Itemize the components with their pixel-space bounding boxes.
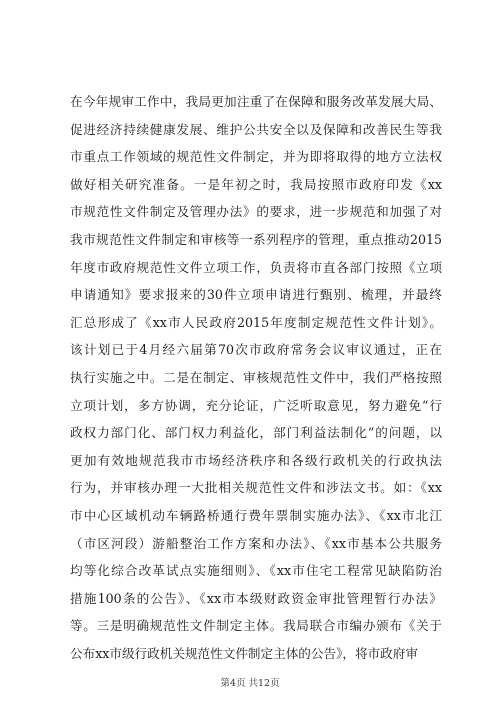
- text-line: 市规范性文件制定及管理办法》的要求，进一步规范和加强了对: [70, 204, 442, 220]
- text-line: 执行实施之中。二是在制定、审核规范性文件中，我们严格按照: [70, 369, 442, 385]
- text-line: 政权力部门化、部门权力利益化，部门利益法制化”的问题，以: [70, 425, 442, 441]
- text-line: 该计划已于4月经六届第70次市政府常务会议审议通过，正在: [70, 342, 442, 358]
- text-line: 立项计划，多方协调，充分论证，广泛听取意见，努力避免“行: [70, 397, 442, 413]
- text-line: 更加有效地规范我市市场经济秩序和各级行政机关的行政执法: [70, 452, 442, 468]
- text-line: 等。三是明确规范性文件制定主体。我局联合市编办颁布《关于: [70, 618, 442, 634]
- text-line: 在今年规审工作中，我局更加注重了在保障和服务改革发展大局、: [70, 94, 442, 109]
- text-line: 措施100条的公告》、《xx市本级财政资金审批管理暂行办法》: [70, 590, 442, 606]
- text-line: 汇总形成了《xx市人民政府2015年度制定规范性文件计划》。: [70, 314, 442, 330]
- text-line: 我市规范性文件制定和审核等一系列程序的管理，重点推动2015: [70, 231, 442, 247]
- text-line: （市区河段）游船整治工作方案和办法》、《xx市基本公共服务: [70, 535, 442, 551]
- text-line: 市重点工作领域的规范性文件制定，并为即将取得的地方立法权: [70, 149, 442, 165]
- page-footer: 第4页 共12页: [220, 678, 280, 689]
- text-line: 做好相关研究准备。一是年初之时，我局按照市政府印发《xx: [70, 176, 442, 192]
- text-line: 年度市政府规范性文件立项工作，负责将市直各部门按照《立项: [70, 259, 442, 275]
- text-line: 公布xx市级行政机关规范性文件制定主体的公告》，将市政府审: [70, 645, 418, 661]
- text-line: 申请通知》要求报来的30件立项申请进行甄别、梳理，并最终: [70, 287, 442, 303]
- text-line: 均等化综合改革试点实施细则》、《xx市住宅工程常见缺陷防治: [70, 563, 442, 579]
- text-line: 行为，并审核办理一大批相关规范性文件和涉法文书。如：《xx: [70, 480, 442, 496]
- text-line: 促进经济持续健康发展、维护公共安全以及保障和改善民生等我: [70, 121, 442, 137]
- body-text: [70, 88, 442, 667]
- text-line: 市中心区域机动车辆路桥通行费年票制实施办法》、《xx市北江: [70, 507, 442, 523]
